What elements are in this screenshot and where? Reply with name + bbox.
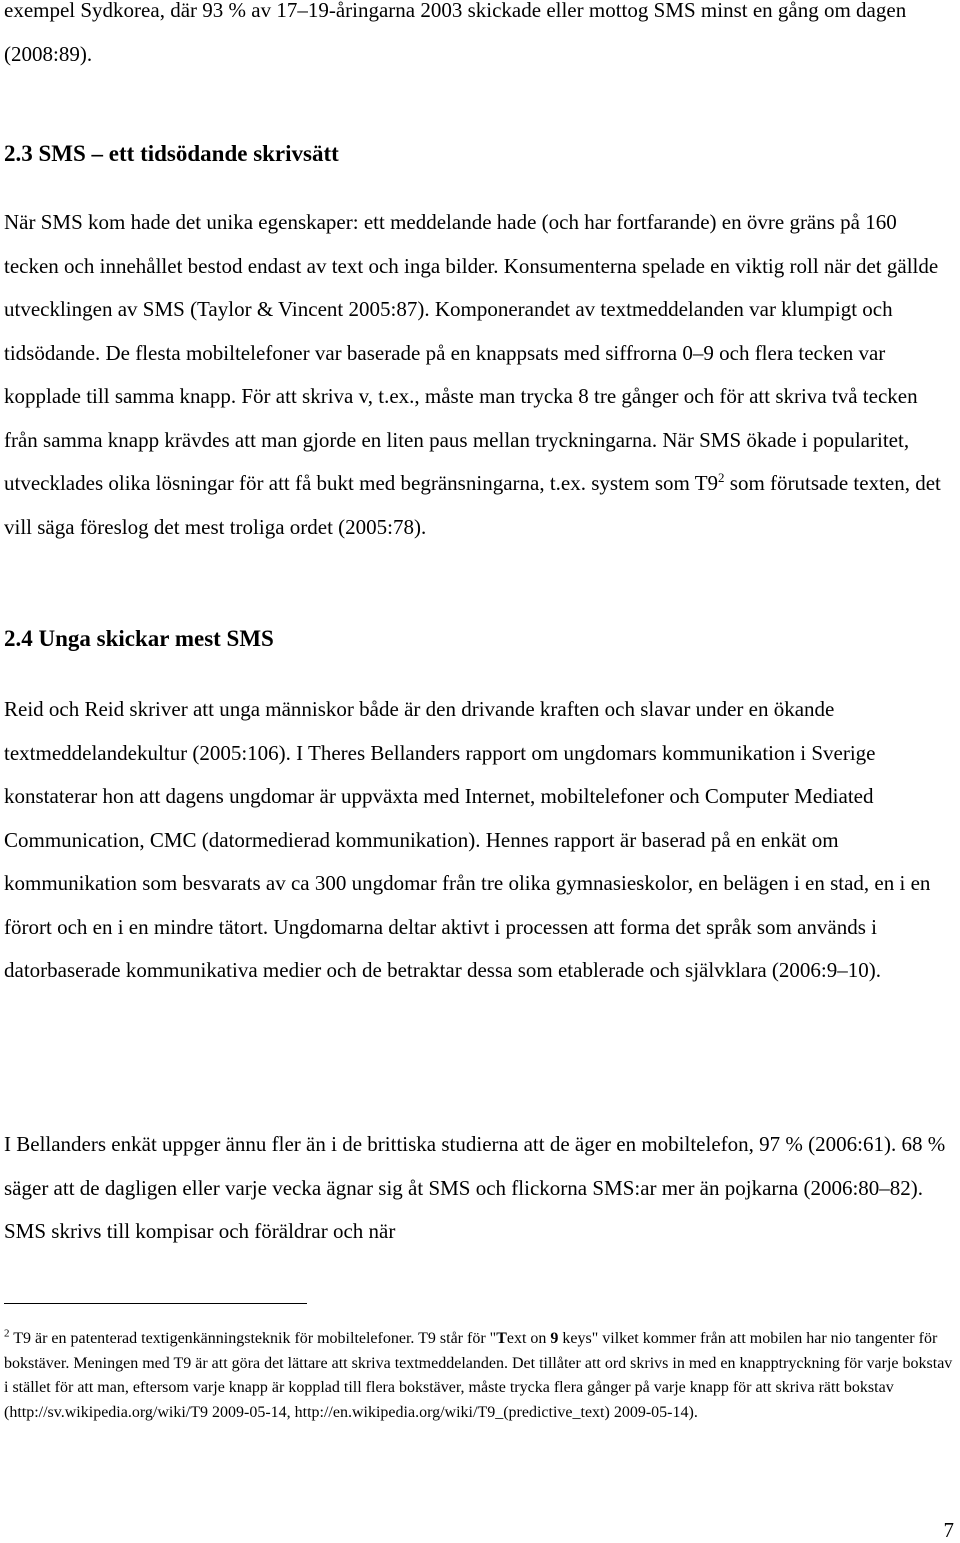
footnote-text-a: T9 är en patenterad textigenkänningsteknik för mobiltelefoner. T9 står för " <box>9 1330 497 1347</box>
footnote-text-c: keys" vilket kommer från att mobilen har nio tangenter för bokstäver. Meningen med T9 är att göra det lättare att skriva textmeddelanden. Det tillåter att ord skrivs in med en knapptryckning för varje bokstav i stället för att man, eftersom varje knapp är kopplad till flera bokstäver, måste trycka flera gånger på varje knapp för att skriva rätt bokstav (http://sv.wikipedia.org/wiki/T9 2009-05-14, http://en.wikipedia.org/wiki/T9_(predictive_text) 2009-05-14). <box>4 1330 953 1421</box>
section-2-3-body: När SMS kom hade det unika egenskaper: ett meddelande hade (och har fortfarande) en övre gräns på 160 tecken och innehållet bestod endast av text och inga bilder. Konsumenterna spelade en viktig roll när det gällde utvecklingen av SMS (Taylor & Vincent 2005:87). Komponerandet av textmeddelanden var klumpigt och tidsödande. De flesta mobiltelefoner var baserade på en knappsats med siffrorna 0–9 och flera tecken var kopplade till samma knapp. För att skriva v, t.ex., måste man trycka 8 tre gånger och för att skriva två tecken från samma knapp krävdes att man gjorde en liten paus mellan tryckningarna. När SMS ökade i popularitet, utvecklades olika lösningar för att få bukt med begränsningarna, t.ex. system som <box>4 210 939 495</box>
section-2-4-paragraph-2: I Bellanders enkät uppger ännu fler än i de brittiska studierna att de äger en mobiltelefon, 97 % (2006:61). 68 % säger att de dagligen eller varje vecka ägnar sig åt SMS och flickorna SMS:ar mer än pojkarna (2006:80–82). SMS skrivs till kompisar och föräldrar och när <box>4 1132 946 1243</box>
section-2-3-last-line: som förutsade texten, det vill säga föreslog det mest troliga ordet (2005:78). <box>4 471 941 539</box>
footnote-reference: 2 <box>718 470 725 485</box>
footnote-separator <box>4 1303 307 1304</box>
section-heading-2-3: 2.3 SMS – ett tidsödande skrivsätt <box>4 141 339 166</box>
footnote-number: 2 <box>4 1327 10 1340</box>
t9-label: T9 <box>694 471 719 495</box>
section-heading-2-4: 2.4 Unga skickar mest SMS <box>4 626 274 651</box>
section-2-4-paragraph-1: Reid och Reid skriver att unga människor både är den drivande kraften och slavar under en ökande textmeddelandekultur (2005:106). I Theres Bellanders rapport om ungdomars kommunikation i Sverige konstaterar hon att dagens ungdomar är uppväxta med Internet, mobiltelefoner och Computer Mediated Communication, CMC (datormedierad kommunikation). Hennes rapport är baserad på en enkät om kommunikation som besvarats av ca 300 ungdomar från tre olika gymnasieskolor, en belägen i en stad, en i en förort och en i en mindre tätort. Ungdomarna deltar aktivt i processen att forma det språk som används i datorbaserade kommunikativa medier och de betraktar dessa som etablerade och självklara (2006:9–10). <box>4 697 931 982</box>
footnote-bold-9: 9 <box>550 1330 559 1347</box>
section-2-3-paragraph <box>4 201 950 549</box>
intro-paragraph: exempel Sydkorea, där 93 % av 17–19-åringarna 2003 skickade eller mottog SMS minst en gång om dagen (2008:89). <box>4 0 907 66</box>
footnote <box>4 1327 956 1425</box>
footnote-text-b: ext on <box>506 1330 551 1347</box>
page-number: 7 <box>943 1518 954 1542</box>
footnote-bold-t: T <box>496 1330 507 1347</box>
